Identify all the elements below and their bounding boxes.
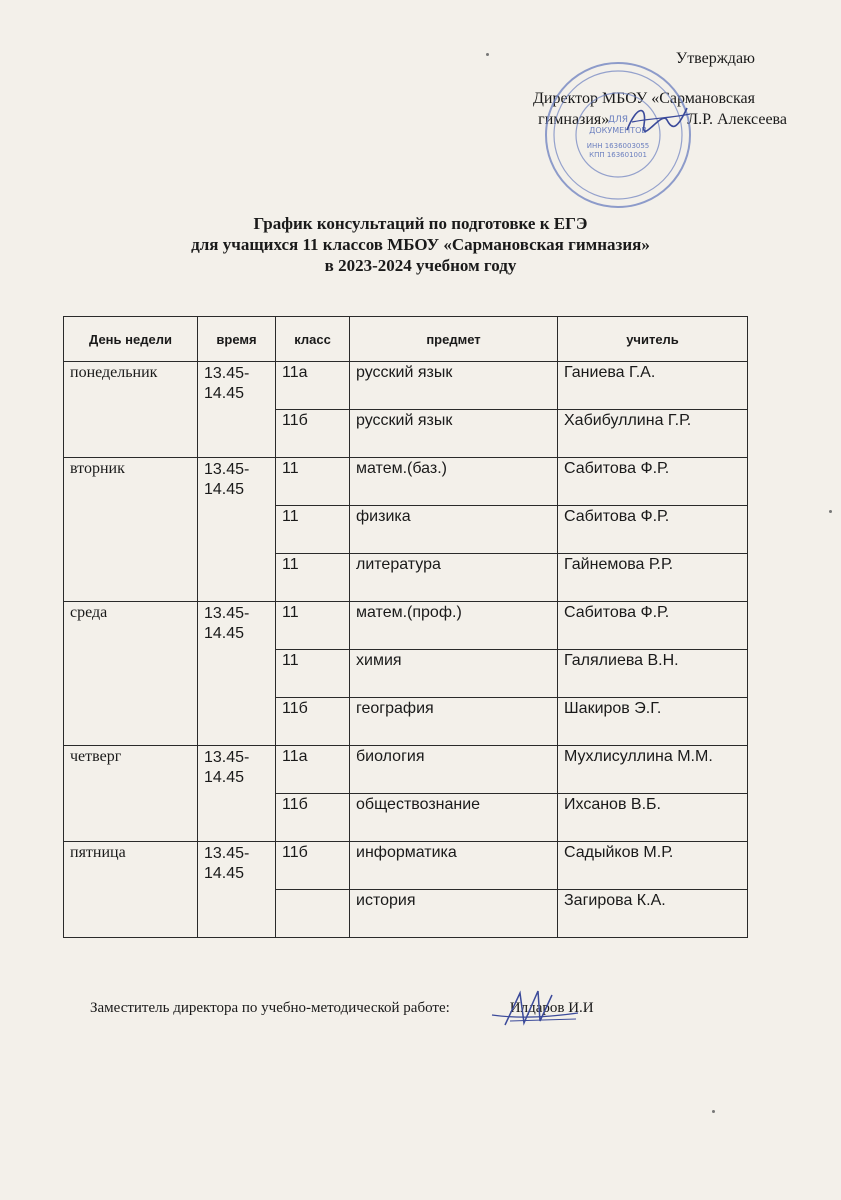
teacher-cell: Сабитова Ф.Р. [558, 602, 748, 650]
day-cell: четверг [64, 746, 198, 842]
table-row [64, 362, 748, 410]
stamp-text-3: ИНН 1636003055 [586, 142, 650, 150]
table-row [64, 842, 748, 890]
teacher-cell: Садыйков М.Р. [558, 842, 748, 890]
stamp-text-2: ДОКУМЕНТОВ [589, 126, 647, 135]
time-cell [198, 458, 276, 602]
class-cell: 11 [276, 602, 350, 650]
deputy-signature [490, 985, 580, 1030]
document-title [0, 213, 841, 276]
class-cell [276, 890, 350, 938]
time-cell [198, 746, 276, 842]
teacher-cell: Ганиева Г.А. [558, 362, 748, 410]
title-line-3: в 2023-2024 учебном году [324, 256, 517, 275]
subject-cell: русский язык [350, 362, 558, 410]
subject-cell: география [350, 698, 558, 746]
header-subject: предмет [350, 317, 558, 362]
class-cell: 11 [276, 458, 350, 506]
teacher-cell: Мухлисуллина М.М. [558, 746, 748, 794]
header-time: время [198, 317, 276, 362]
day-cell: пятница [64, 842, 198, 938]
table-row [64, 746, 748, 794]
header-day: День недели [64, 317, 198, 362]
subject-cell: история [350, 890, 558, 938]
time-cell [198, 842, 276, 938]
class-cell: 11б [276, 794, 350, 842]
header-class: класс [276, 317, 350, 362]
paper-speck [712, 1110, 715, 1113]
subject-cell: химия [350, 650, 558, 698]
class-cell: 11б [276, 698, 350, 746]
time-end: 14.45 [204, 625, 245, 642]
time-cell [198, 362, 276, 458]
teacher-cell: Сабитова Ф.Р. [558, 506, 748, 554]
teacher-cell: Сабитова Ф.Р. [558, 458, 748, 506]
subject-cell: литература [350, 554, 558, 602]
day-cell: вторник [64, 458, 198, 602]
title-line-2: для учащихся 11 классов МБОУ «Сармановская гимназия» [191, 235, 650, 254]
table-header-row [64, 317, 748, 362]
day-cell: среда [64, 602, 198, 746]
approval-org: гимназия» [538, 111, 610, 128]
teacher-cell: Хабибуллина Г.Р. [558, 410, 748, 458]
class-cell: 11б [276, 410, 350, 458]
time-start: 13.45- [204, 749, 250, 766]
time-end: 14.45 [204, 865, 245, 882]
teacher-cell: Шакиров Э.Г. [558, 698, 748, 746]
footer-position: Заместитель директора по учебно-методической работе: [90, 1000, 450, 1016]
teacher-cell: Галялиева В.Н. [558, 650, 748, 698]
subject-cell: обществознание [350, 794, 558, 842]
time-start: 13.45- [204, 605, 250, 622]
subject-cell: информатика [350, 842, 558, 890]
table-row [64, 602, 748, 650]
approval-position: Директор МБОУ «Сармановская [533, 90, 755, 107]
schedule-body [64, 362, 748, 938]
subject-cell: биология [350, 746, 558, 794]
paper-speck [829, 510, 832, 513]
time-start: 13.45- [204, 461, 250, 478]
subject-cell: матем.(баз.) [350, 458, 558, 506]
subject-cell: физика [350, 506, 558, 554]
teacher-cell: Гайнемова Р.Р. [558, 554, 748, 602]
approval-name: Л.Р. Алексеева [687, 111, 787, 128]
class-cell: 11а [276, 362, 350, 410]
paper-speck [486, 53, 489, 56]
time-start: 13.45- [204, 365, 250, 382]
subject-cell: русский язык [350, 410, 558, 458]
stamp-text-1: ДЛЯ [607, 115, 629, 125]
footer-name: Илдаров И.И [509, 1000, 594, 1016]
subject-cell: матем.(проф.) [350, 602, 558, 650]
class-cell: 11б [276, 842, 350, 890]
teacher-cell: Ихсанов В.Б. [558, 794, 748, 842]
approval-title: Утверждаю [675, 50, 755, 67]
class-cell: 11 [276, 506, 350, 554]
title-line-1: График консультаций по подготовке к ЕГЭ [253, 214, 588, 233]
day-cell: понедельник [64, 362, 198, 458]
time-end: 14.45 [204, 481, 245, 498]
time-start: 13.45- [204, 845, 250, 862]
time-end: 14.45 [204, 385, 245, 402]
teacher-cell: Загирова К.А. [558, 890, 748, 938]
class-cell: 11 [276, 554, 350, 602]
schedule-table [63, 316, 748, 938]
table-row [64, 458, 748, 506]
stamp-text-4: КПП 163601001 [589, 151, 647, 159]
director-signature [622, 100, 692, 140]
header-teacher: учитель [558, 317, 748, 362]
time-end: 14.45 [204, 769, 245, 786]
time-cell [198, 602, 276, 746]
class-cell: 11а [276, 746, 350, 794]
class-cell: 11 [276, 650, 350, 698]
